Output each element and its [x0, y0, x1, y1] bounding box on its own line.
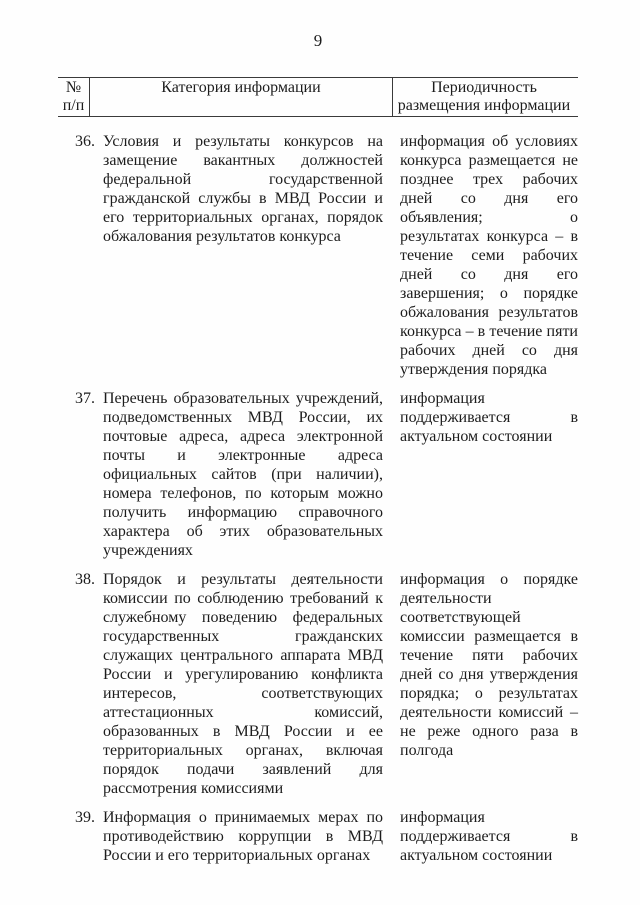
- header-cell-category: Категория информации: [89, 78, 392, 116]
- row-number: 39.: [75, 809, 95, 826]
- row-category: Условия и результаты конкурсов на замещение вакантных должностей федеральной государственной гражданской службы в МВД России и его территориальных органах, порядок обжалования результатов конкурса: [103, 133, 383, 245]
- row-number: 37.: [75, 390, 95, 407]
- header-cell-periodicity: Периодичность размещения информации: [392, 78, 575, 116]
- row-periodicity: информация поддерживается в актуальном состоянии: [400, 809, 578, 864]
- info-table: [58, 77, 578, 865]
- table-row: [58, 570, 578, 798]
- row-category: Порядок и результаты деятельности комиссии по соблюдению требований к служебному поведению федеральных государственных гражданских служащих центрального аппарата МВД России и урегулированию конфликта интересов, соответствующих аттестационных комиссий, образованных в МВД России и ее территориальных органах, включая порядок подачи заявлений для рассмотрения комиссиями: [103, 571, 383, 797]
- header-cell-number: № п/п: [62, 79, 85, 114]
- row-periodicity: информация поддерживается в актуальном состоянии: [400, 390, 578, 445]
- column-gap: [383, 132, 400, 379]
- table-row: [58, 389, 578, 560]
- column-gap: [383, 808, 400, 865]
- row-category: Перечень образовательных учреждений, подведомственных МВД России, их почтовые адреса, адреса электронной почты и электронные адреса официальных сайтов (при наличии), номера телефонов, по которым можно получить информацию справочного характера об этих образовательных учреждениях: [103, 390, 383, 559]
- column-gap: [383, 570, 400, 798]
- page-number: 9: [313, 31, 323, 50]
- column-gap: [383, 389, 400, 560]
- table-row: [58, 132, 578, 379]
- table-body: [58, 132, 578, 865]
- table-row: [58, 808, 578, 865]
- row-periodicity: информация о порядке деятельности соответствующей комиссии размещается в течение пяти рабочих дней со дня утверждения порядка; о результатах деятельности комиссий – не реже одного раза в полгода: [400, 571, 578, 759]
- table-header: [58, 77, 578, 117]
- row-number: 36.: [75, 133, 95, 150]
- row-periodicity: информация об условиях конкурса размещается не позднее трех рабочих дней со дня его объявления; о результатах конкурса – в течение семи рабочих дней со дня его завершения; о порядке обжалования результатов конкурса – в течение пяти рабочих дней со дня утверждения порядка: [400, 133, 578, 378]
- row-category: Информация о принимаемых мерах по противодействию коррупции в МВД России и его территориальных органах: [103, 809, 383, 864]
- row-number: 38.: [75, 571, 95, 588]
